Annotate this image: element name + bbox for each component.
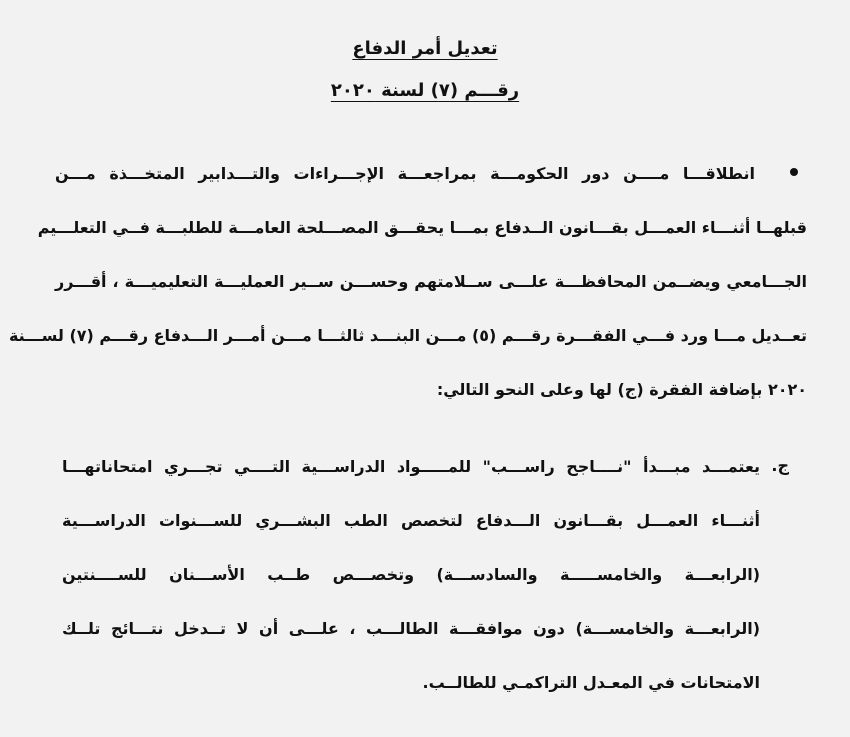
item-c-paragraph (62, 453, 760, 723)
item-c-line-2: أثنـــاء العمـــل بقـــانون الـــدفاع لتخصص الطب البشـــري للســـنوات الدراســـية (62, 511, 760, 530)
item-c-line-1: يعتمـــد مبـــدأ "نــــاجح راســـب" للمـــــواد الدراســـية التــــي تجـــري امتحاناتهـــا (62, 457, 760, 476)
intro-line-1: انطلاقـــا مــــن دور الحكومـــة بمراجعـــة الإجـــراءات والتـــدابير المتخـــذة مـــن (55, 164, 755, 183)
item-c-line-3: (الرابعـــة والخامســـــة والسادســـة) وتخصـــص طــب الأســـنان للســــنتين (62, 565, 760, 584)
intro-paragraph (8, 160, 807, 430)
intro-line-2: قبلهــا أثنـــاء العمـــل بقـــانون الــدفاع بمـــا يحقـــق المصـــلحة العامـــة للطلبـــة فــي التعلـــيم (37, 218, 807, 237)
intro-line-4: تعــديل مـــا ورد فـــي الفقـــرة رقـــم (٥) مـــن البنـــد ثالثـــا مـــن أمـــر الـــدفاع رقـــم (٧) لســـنة (8, 326, 807, 345)
intro-line-3: الجـــامعي ويضــمن المحافظـــة علـــى ســلامتهم وحســـن ســير العمليـــة التعليميـــة ، أقـــرر (55, 272, 807, 291)
item-c-line-4: (الرابعـــة والخامســـة) دون موافقـــة الطالـــب ، علـــى أن لا تــدخل نتـــائج تلــك (62, 619, 760, 638)
item-c-marker: ج. (771, 456, 789, 475)
page-title: تعديل أمر الدفاع (352, 38, 498, 59)
item-c-line-5: الامتحانات في المعـدل التراكمـي للطالــب. (422, 673, 760, 692)
intro-line-5: ٢٠٢٠ بإضافة الفقرة (ج) لها وعلى النحو التالي: (436, 380, 807, 399)
page-subtitle: رقـــم (٧) لسنة ٢٠٢٠ (330, 80, 520, 101)
